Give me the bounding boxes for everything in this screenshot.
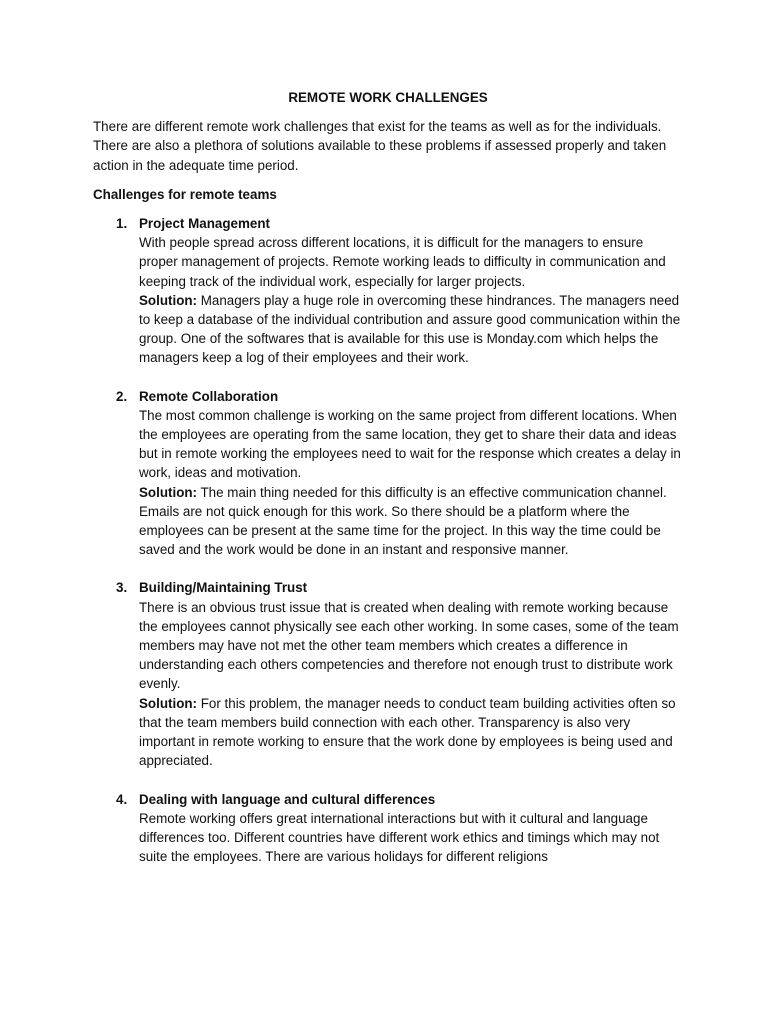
document-title: REMOTE WORK CHALLENGES	[288, 90, 488, 105]
challenge-description: There is an obvious trust issue that is created when dealing with remote working because the employees cannot physically see each other working. In some cases, some of the team members may have not met the other team members which creates a difference in understanding each others competencies and therefore not enough trust to distribute work evenly.	[139, 599, 679, 692]
challenge-item	[93, 790, 683, 867]
challenge-list	[93, 214, 683, 866]
solution-label: Solution:	[139, 292, 198, 308]
solution-label: Solution:	[139, 695, 198, 711]
challenge-description: The most common challenge is working on the same project from different locations. When the employees are operating from the same location, they get to share their data and ideas but in remote working the employees need to wait for the response which creates a delay in work, ideas and motivation.	[139, 407, 681, 481]
challenge-number: 3.	[116, 580, 128, 596]
challenge-title: Remote Collaboration	[139, 388, 279, 404]
challenge-number: 2.	[116, 388, 128, 404]
challenge-description: With people spread across different locations, it is difficult for the managers to ensure proper management of projects. Remote working leads to difficulty in communication and keeping track of the individual work, especially for larger projects.	[139, 235, 666, 289]
challenge-number: 4.	[116, 791, 128, 807]
challenge-title: Building/Maintaining Trust	[139, 580, 308, 596]
solution-paragraph	[139, 483, 683, 560]
challenge-title: Project Management	[139, 216, 270, 232]
challenge-title: Dealing with language and cultural differences	[139, 791, 436, 807]
challenge-item	[93, 578, 683, 770]
solution-text: Managers play a huge role in overcoming these hindrances. The managers need to keep a database of the individual contribution and assure good communication within the group. One of the softwares that is available for this use is Monday.com which helps the managers keep a log of their employees and their work.	[139, 292, 681, 366]
solution-text: The main thing needed for this difficulty is an effective communication channel. Emails are not quick enough for this work. So there should be a platform where the employees can be present at the same time for the project. In this way the time could be saved and the work would be done in an instant and responsive manner.	[139, 484, 667, 558]
solution-text: For this problem, the manager needs to conduct team building activities often so that the team members build connection with each other. Transparency is also very important in remote working to ensure that the work done by employees is being used and appreciated.	[139, 695, 676, 769]
challenge-item	[93, 214, 683, 368]
challenge-description: Remote working offers great international interactions but with it cultural and language differences too. Different countries have different work ethics and timings which may not suite the employees. There are various holidays for different religions	[139, 810, 660, 865]
intro-paragraph: There are different remote work challenges that exist for the teams as well as for the individuals. There are also a plethora of solutions available to these problems if assessed properly and taken action in the adequate time period.	[93, 119, 667, 173]
section-heading: Challenges for remote teams	[93, 186, 277, 202]
solution-paragraph	[139, 694, 683, 771]
challenge-number: 1.	[116, 216, 128, 232]
challenge-item	[93, 387, 683, 560]
solution-paragraph	[139, 291, 683, 368]
document-page	[93, 88, 683, 885]
solution-label: Solution:	[139, 484, 198, 500]
